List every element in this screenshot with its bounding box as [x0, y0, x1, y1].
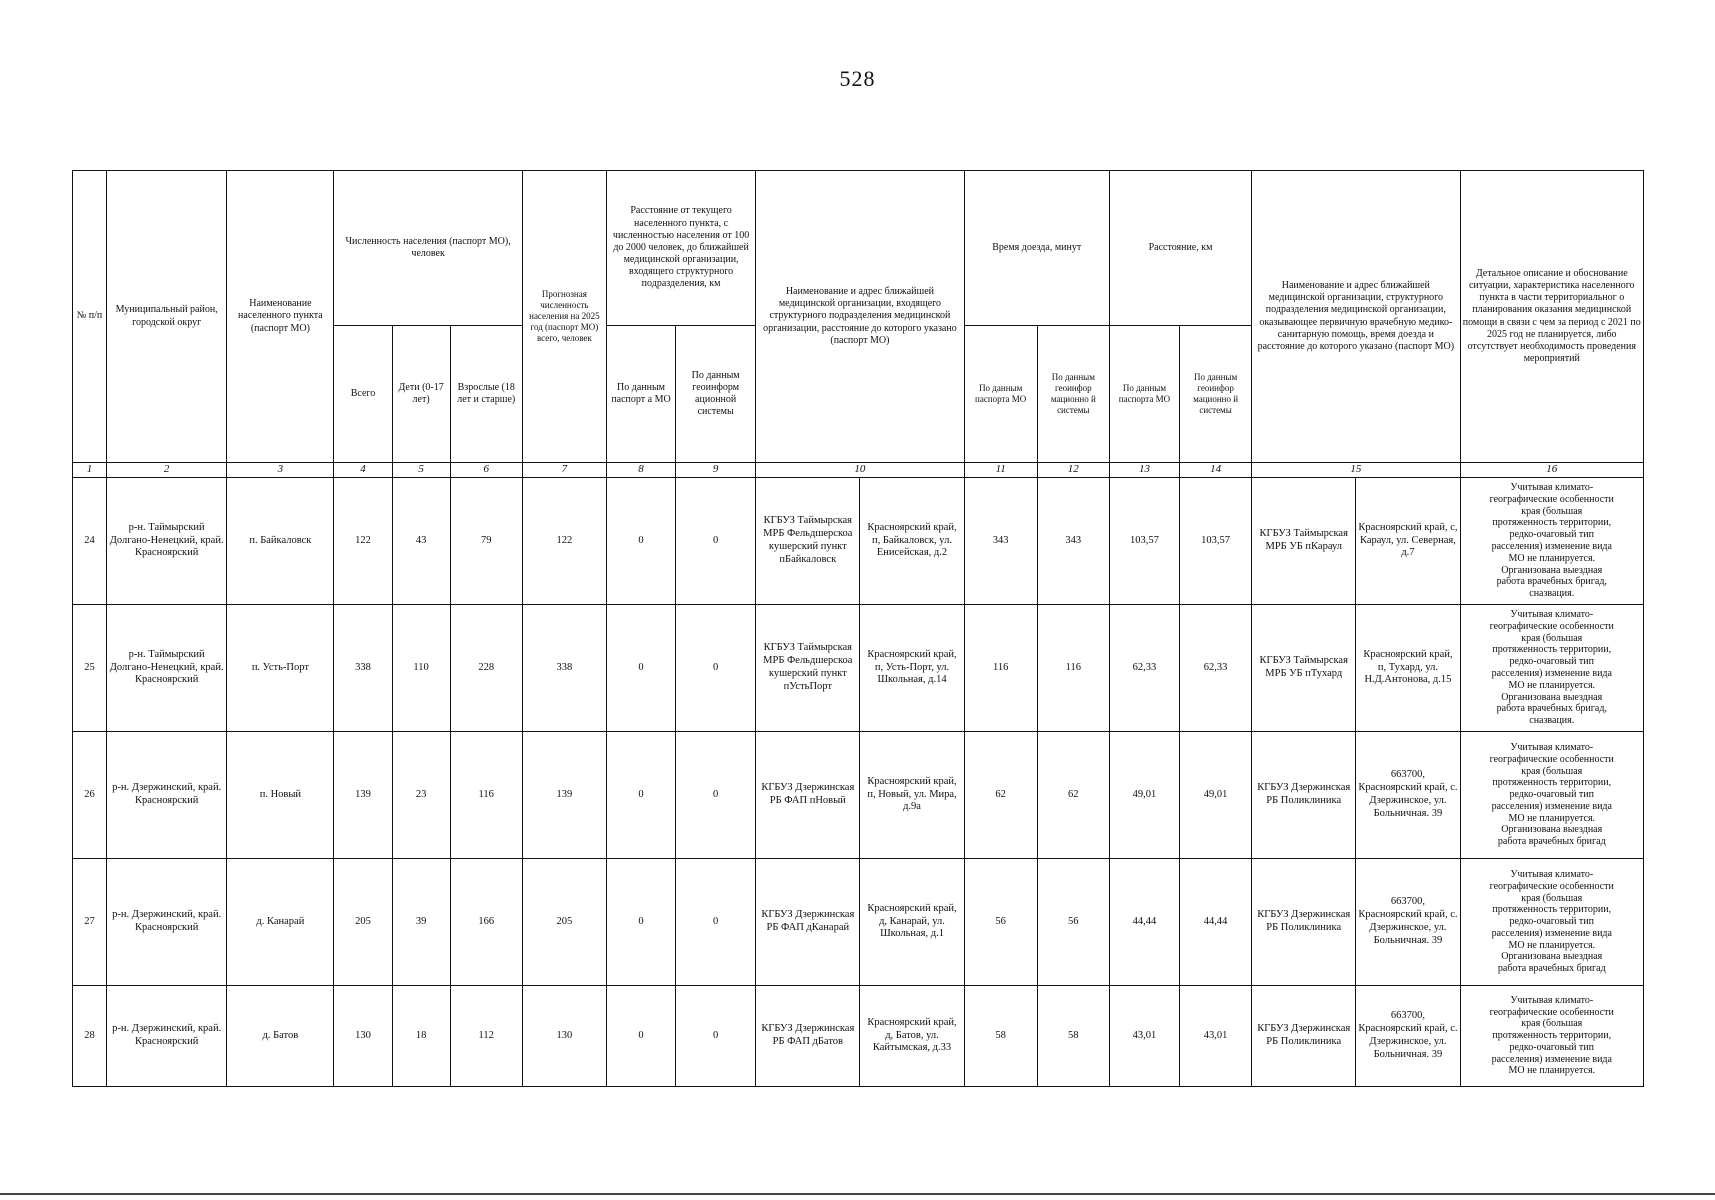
medical-organizations-table-container [72, 170, 1644, 1087]
forecast-cell: 130 [522, 986, 606, 1087]
forecast-cell: 139 [522, 732, 606, 859]
km-mo-cell: 103,57 [1109, 478, 1179, 605]
population-children-cell: 110 [392, 605, 450, 732]
column-number: 10 [756, 463, 964, 478]
distance-gis-cell: 0 [676, 732, 756, 859]
nearest-org-name-cell: КГБУЗ Дзержинская РБ ФАП дБатов [756, 986, 860, 1087]
distance-mo-cell: 0 [606, 986, 675, 1087]
column-number: 1 [73, 463, 107, 478]
column-number: 9 [676, 463, 756, 478]
distance-mo-cell: 0 [606, 859, 675, 986]
column-number: 8 [606, 463, 675, 478]
km-gis-cell: 62,33 [1180, 605, 1252, 732]
settlement-cell: п. Новый [227, 732, 334, 859]
time-gis-cell: 58 [1037, 986, 1109, 1087]
column-number: 3 [227, 463, 334, 478]
km-gis-cell: 44,44 [1180, 859, 1252, 986]
distance-gis-cell: 0 [676, 605, 756, 732]
row-number: 25 [73, 605, 107, 732]
population-adults-cell: 112 [450, 986, 522, 1087]
population-total-cell: 139 [334, 732, 392, 859]
distance-gis-cell: 0 [676, 986, 756, 1087]
description-cell: Учитывая климато- географические особенности края (большая протяженность территории, редко-очаговый тип расселения) изменение вида МО не планируется. [1460, 986, 1643, 1087]
primary-care-org-name-cell: КГБУЗ Таймырская МРБ УБ пКараул [1252, 478, 1356, 605]
nearest-org-address-cell: Красноярский край, п, Усть-Порт, ул. Школьная, д.14 [860, 605, 964, 732]
header-description: Детальное описание и обоснование ситуации, характеристика населенного пункта в части территориальног о планирования оказания медицинской помощи в связи с чем за период с 2021 по 2025 год не планируется, либо отсутствует необходимость проведения мероприятий [1460, 171, 1643, 463]
column-number: 16 [1460, 463, 1643, 478]
time-gis-cell: 62 [1037, 732, 1109, 859]
header-total: Всего [334, 326, 392, 463]
table-row [73, 986, 1644, 1087]
table-row [73, 859, 1644, 986]
nearest-org-address-cell: Красноярский край, д, Канарай, ул. Школьная, д.1 [860, 859, 964, 986]
primary-care-org-name-cell: КГБУЗ Таймырская МРБ УБ пТухард [1252, 605, 1356, 732]
settlement-cell: п. Усть-Порт [227, 605, 334, 732]
header-nearest-org: Наименование и адрес ближайшей медицинской организации, входящего структурного подразделения медицинской организации, расстояние до которого указано (паспорт МО) [756, 171, 964, 463]
column-number: 4 [334, 463, 392, 478]
nearest-org-address-cell: Красноярский край, п, Новый, ул. Мира, д.9а [860, 732, 964, 859]
population-total-cell: 122 [334, 478, 392, 605]
km-gis-cell: 43,01 [1180, 986, 1252, 1087]
population-children-cell: 18 [392, 986, 450, 1087]
row-number: 28 [73, 986, 107, 1087]
header-km-gis: По данным геоинфор мационно й системы [1180, 326, 1252, 463]
forecast-cell: 338 [522, 605, 606, 732]
header-time-group: Время доезда, минут [964, 171, 1109, 326]
column-number: 7 [522, 463, 606, 478]
time-gis-cell: 116 [1037, 605, 1109, 732]
time-gis-cell: 343 [1037, 478, 1109, 605]
time-mo-cell: 116 [964, 605, 1037, 732]
header-settlement: Наименование населенного пункта (паспорт МО) [227, 171, 334, 463]
header-time-gis: По данным геоинфор мационно й системы [1037, 326, 1109, 463]
district-cell: р-н. Таймырский Долгано-Ненецкий, край. Красноярский [107, 605, 227, 732]
row-number: 27 [73, 859, 107, 986]
settlement-cell: д. Канарай [227, 859, 334, 986]
time-mo-cell: 343 [964, 478, 1037, 605]
forecast-cell: 122 [522, 478, 606, 605]
time-mo-cell: 62 [964, 732, 1037, 859]
description-cell: Учитывая климато- географические особенности края (большая протяженность территории, редко-очаговый тип расселения) изменение вида МО не планируется. Организована выездная работа врачебных бригад, сназвация. [1460, 605, 1643, 732]
population-children-cell: 39 [392, 859, 450, 986]
population-children-cell: 23 [392, 732, 450, 859]
time-mo-cell: 58 [964, 986, 1037, 1087]
km-gis-cell: 103,57 [1180, 478, 1252, 605]
header-distance-mo: По данным паспорт а МО [606, 326, 675, 463]
description-cell: Учитывая климато- географические особенности края (большая протяженность территории, редко-очаговый тип расселения) изменение вида МО не планируется. Организована выездная работа врачебных бригад [1460, 859, 1643, 986]
header-district: Муниципальный район, городской округ [107, 171, 227, 463]
time-mo-cell: 56 [964, 859, 1037, 986]
population-total-cell: 338 [334, 605, 392, 732]
population-adults-cell: 116 [450, 732, 522, 859]
primary-care-org-address-cell: 663700, Красноярский край, с. Дзержинское, ул. Больничная. 39 [1356, 859, 1460, 986]
settlement-cell: п. Байкаловск [227, 478, 334, 605]
column-number: 13 [1109, 463, 1179, 478]
km-mo-cell: 44,44 [1109, 859, 1179, 986]
column-number: 11 [964, 463, 1037, 478]
time-gis-cell: 56 [1037, 859, 1109, 986]
header-km-mo: По данным паспорта МО [1109, 326, 1179, 463]
population-adults-cell: 79 [450, 478, 522, 605]
row-number: 24 [73, 478, 107, 605]
column-number: 12 [1037, 463, 1109, 478]
table-row [73, 605, 1644, 732]
district-cell: р-н. Дзержинский, край. Красноярский [107, 859, 227, 986]
description-cell: Учитывая климато- географические особенности края (большая протяженность территории, редко-очаговый тип расселения) изменение вида МО не планируется. Организована выездная работа врачебных бригад [1460, 732, 1643, 859]
population-total-cell: 205 [334, 859, 392, 986]
header-forecast: Прогнозная численность населения на 2025 год (паспорт МО) всего, человек [522, 171, 606, 463]
medical-organizations-table [72, 170, 1644, 1087]
page-number: 528 [839, 66, 876, 91]
distance-mo-cell: 0 [606, 732, 675, 859]
header-number: № п/п [73, 171, 107, 463]
header-children: Дети (0-17 лет) [392, 326, 450, 463]
row-number: 26 [73, 732, 107, 859]
population-adults-cell: 228 [450, 605, 522, 732]
column-number: 6 [450, 463, 522, 478]
population-children-cell: 43 [392, 478, 450, 605]
table-row [73, 732, 1644, 859]
primary-care-org-name-cell: КГБУЗ Дзержинская РБ Поликлиника [1252, 986, 1356, 1087]
primary-care-org-name-cell: КГБУЗ Дзержинская РБ Поликлиника [1252, 732, 1356, 859]
scan-edge-line [0, 1193, 1715, 1195]
district-cell: р-н. Дзержинский, край. Красноярский [107, 986, 227, 1087]
district-cell: р-н. Таймырский Долгано-Ненецкий, край. Красноярский [107, 478, 227, 605]
distance-gis-cell: 0 [676, 478, 756, 605]
forecast-cell: 205 [522, 859, 606, 986]
nearest-org-address-cell: Красноярский край, д, Батов, ул. Кайтымская, д.33 [860, 986, 964, 1087]
column-number: 5 [392, 463, 450, 478]
header-primary-care-org: Наименование и адрес ближайшей медицинской организации, структурного подразделения медицинской организации, оказывающее первичную врачебную медико-санитарную помощь, время доезда и расстояние до которого указано (паспорт МО) [1252, 171, 1460, 463]
header-adults: Взрослые (18 лет и старше) [450, 326, 522, 463]
km-mo-cell: 62,33 [1109, 605, 1179, 732]
population-total-cell: 130 [334, 986, 392, 1087]
district-cell: р-н. Дзержинский, край. Красноярский [107, 732, 227, 859]
primary-care-org-address-cell: 663700, Красноярский край, с. Дзержинское, ул. Больничная. 39 [1356, 986, 1460, 1087]
header-time-mo: По данным паспорта МО [964, 326, 1037, 463]
table-row [73, 478, 1644, 605]
description-cell: Учитывая климато- географические особенности края (большая протяженность территории, редко-очаговый тип расселения) изменение вида МО не планируется. Организована выездная работа врачебных бригад, сназвация. [1460, 478, 1643, 605]
column-number: 14 [1180, 463, 1252, 478]
distance-gis-cell: 0 [676, 859, 756, 986]
nearest-org-name-cell: КГБУЗ Дзержинская РБ ФАП пНовый [756, 732, 860, 859]
km-mo-cell: 43,01 [1109, 986, 1179, 1087]
nearest-org-name-cell: КГБУЗ Таймырская МРБ Фельдшерскоа кушерский пункт пБайкаловск [756, 478, 860, 605]
primary-care-org-address-cell: 663700, Красноярский край, с. Дзержинское, ул. Больничная. 39 [1356, 732, 1460, 859]
primary-care-org-name-cell: КГБУЗ Дзержинская РБ Поликлиника [1252, 859, 1356, 986]
km-gis-cell: 49,01 [1180, 732, 1252, 859]
nearest-org-name-cell: КГБУЗ Дзержинская РБ ФАП дКанарай [756, 859, 860, 986]
primary-care-org-address-cell: Красноярский край, п, Тухард, ул. Н.Д.Антонова, д.15 [1356, 605, 1460, 732]
header-distance-group: Расстояние от текущего населенного пункта, с численностью населения от 100 до 2000 человек, до ближайшей медицинской организации, входящего структурного подразделения, км [606, 171, 755, 326]
nearest-org-name-cell: КГБУЗ Таймырская МРБ Фельдшерскоа кушерский пункт пУстьПорт [756, 605, 860, 732]
distance-mo-cell: 0 [606, 605, 675, 732]
header-distance-gis: По данным геоинформ ационной системы [676, 326, 756, 463]
nearest-org-address-cell: Красноярский край, п, Байкаловск, ул. Енисейская, д.2 [860, 478, 964, 605]
header-distance-km-group: Расстояние, км [1109, 171, 1251, 326]
km-mo-cell: 49,01 [1109, 732, 1179, 859]
column-number: 2 [107, 463, 227, 478]
settlement-cell: д. Батов [227, 986, 334, 1087]
column-number: 15 [1252, 463, 1460, 478]
header-population-group: Численность населения (паспорт МО), человек [334, 171, 522, 326]
primary-care-org-address-cell: Красноярский край, с, Караул, ул. Северная, д.7 [1356, 478, 1460, 605]
distance-mo-cell: 0 [606, 478, 675, 605]
population-adults-cell: 166 [450, 859, 522, 986]
